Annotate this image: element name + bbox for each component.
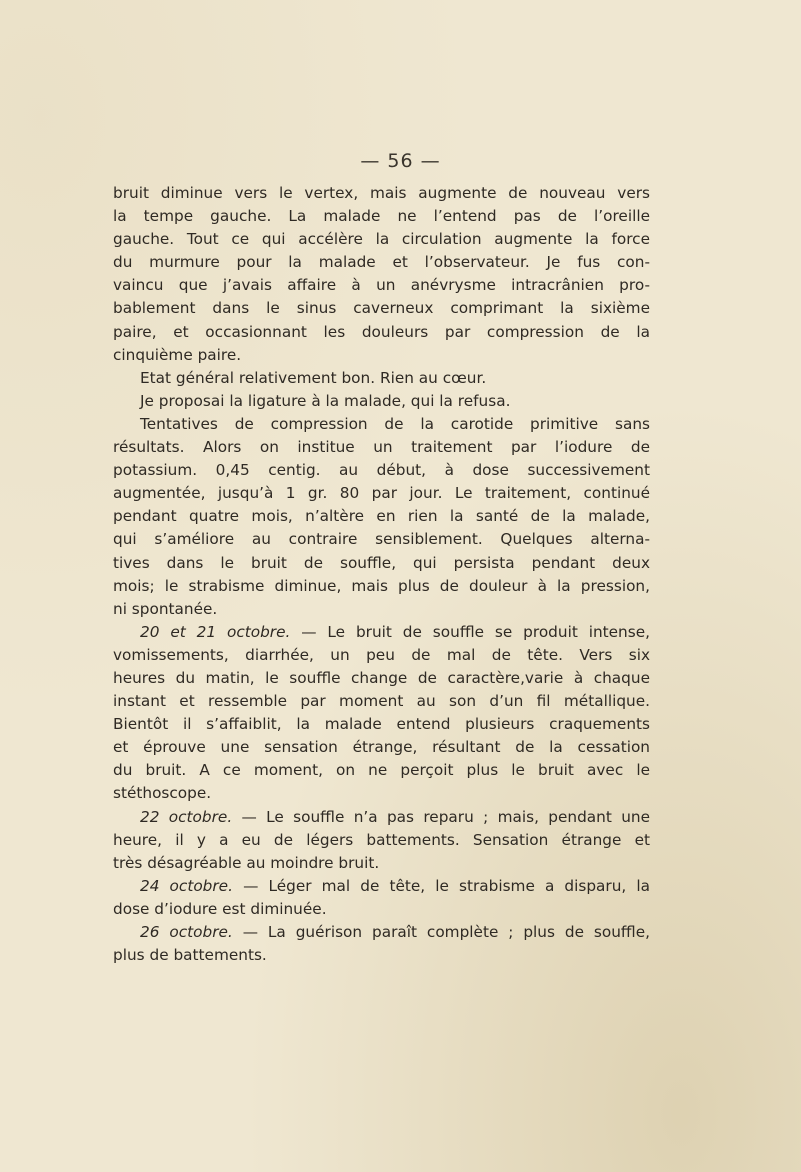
dated-entry-line [113, 875, 650, 898]
text-line: pendant quatre mois, n’altère en rien la santé de la malade, [113, 507, 650, 526]
dated-entry-line [113, 921, 650, 944]
text-line: Tentatives de compression de la carotide primitive sans [140, 414, 650, 433]
text-line: augmentée, jusqu’à 1 gr. 80 par jour. Le traitement, continué [113, 484, 650, 503]
entry-date: 22 octobre. [140, 807, 233, 826]
text-line: instant et ressemble par moment au son d’un fil métallique. [113, 692, 650, 711]
entry-date: 24 octobre. [140, 876, 233, 895]
text-line: plus de battements. [113, 946, 267, 965]
text-line: stéthoscope. [113, 784, 212, 803]
entry-text: — Le bruit de souffle se produit intense, [290, 622, 650, 641]
text-line: la tempe gauche. La malade ne l’entend pas de l’oreille [113, 207, 650, 226]
text-line: gauche. Tout ce qui accélère la circulation augmente la force [113, 230, 650, 249]
text-line: vaincu que j’avais affaire à un anévrysme intracrânien pro- [113, 276, 650, 295]
dated-entry-line [113, 806, 650, 829]
text-line: Je proposai la ligature à la malade, qui la refusa. [140, 391, 511, 410]
text-line: potassium. 0,45 centig. au début, à dose successivement [113, 461, 650, 480]
entry-text: — La guérison paraît complète ; plus de souffle, [232, 923, 650, 941]
text-line: ni spontanée. [113, 599, 218, 618]
text-line: Bientôt il s’affaiblit, la malade entend plusieurs craquements [113, 715, 650, 734]
body-text [113, 182, 650, 967]
text-line: qui s’améliore au contraire sensiblement. Quelques alterna- [113, 530, 650, 549]
text-line: très désagréable au moindre bruit. [113, 853, 380, 872]
text-line: Etat général relativement bon. Rien au cœur. [140, 368, 487, 387]
page-number: — 56 — [360, 150, 441, 172]
text-line: paire, et occasionnant les douleurs par compression de la [113, 322, 650, 341]
text-line: heure, il y a eu de légers battements. Sensation étrange et [113, 830, 650, 849]
text-line: et éprouve une sensation étrange, résultant de la cessation [113, 738, 650, 757]
text-line: vomissements, diarrhée, un peu de mal de tête. Vers six [113, 645, 650, 664]
text-line: cinquième paire. [113, 345, 242, 364]
text-line: tives dans le bruit de souffle, qui persista pendant deux [113, 553, 650, 572]
entry-text: — Le souffle n’a pas reparu ; mais, pendant une [232, 807, 650, 826]
entry-date: 20 et 21 octobre. [140, 622, 291, 641]
text-line: mois; le strabisme diminue, mais plus de douleur à la pression, [113, 576, 650, 595]
entry-text: — Léger mal de tête, le strabisme a disparu, la [232, 876, 650, 895]
text-line: bablement dans le sinus caverneux comprimant la sixième [113, 299, 650, 318]
text-line: du bruit. A ce moment, on ne perçoit plus le bruit avec le [113, 761, 650, 780]
text-line: du murmure pour la malade et l’observateur. Je fus con- [113, 253, 650, 272]
text-line: dose d’iodure est diminuée. [113, 899, 327, 918]
text-line: bruit diminue vers le vertex, mais augmente de nouveau vers [113, 184, 650, 202]
text-line: heures du matin, le souffle change de caractère,varie à chaque [113, 668, 650, 687]
entry-date: 26 octobre. [140, 923, 233, 941]
dated-entry-line [113, 621, 650, 644]
text-line: résultats. Alors on institue un traitement par l’iodure de [113, 438, 650, 457]
